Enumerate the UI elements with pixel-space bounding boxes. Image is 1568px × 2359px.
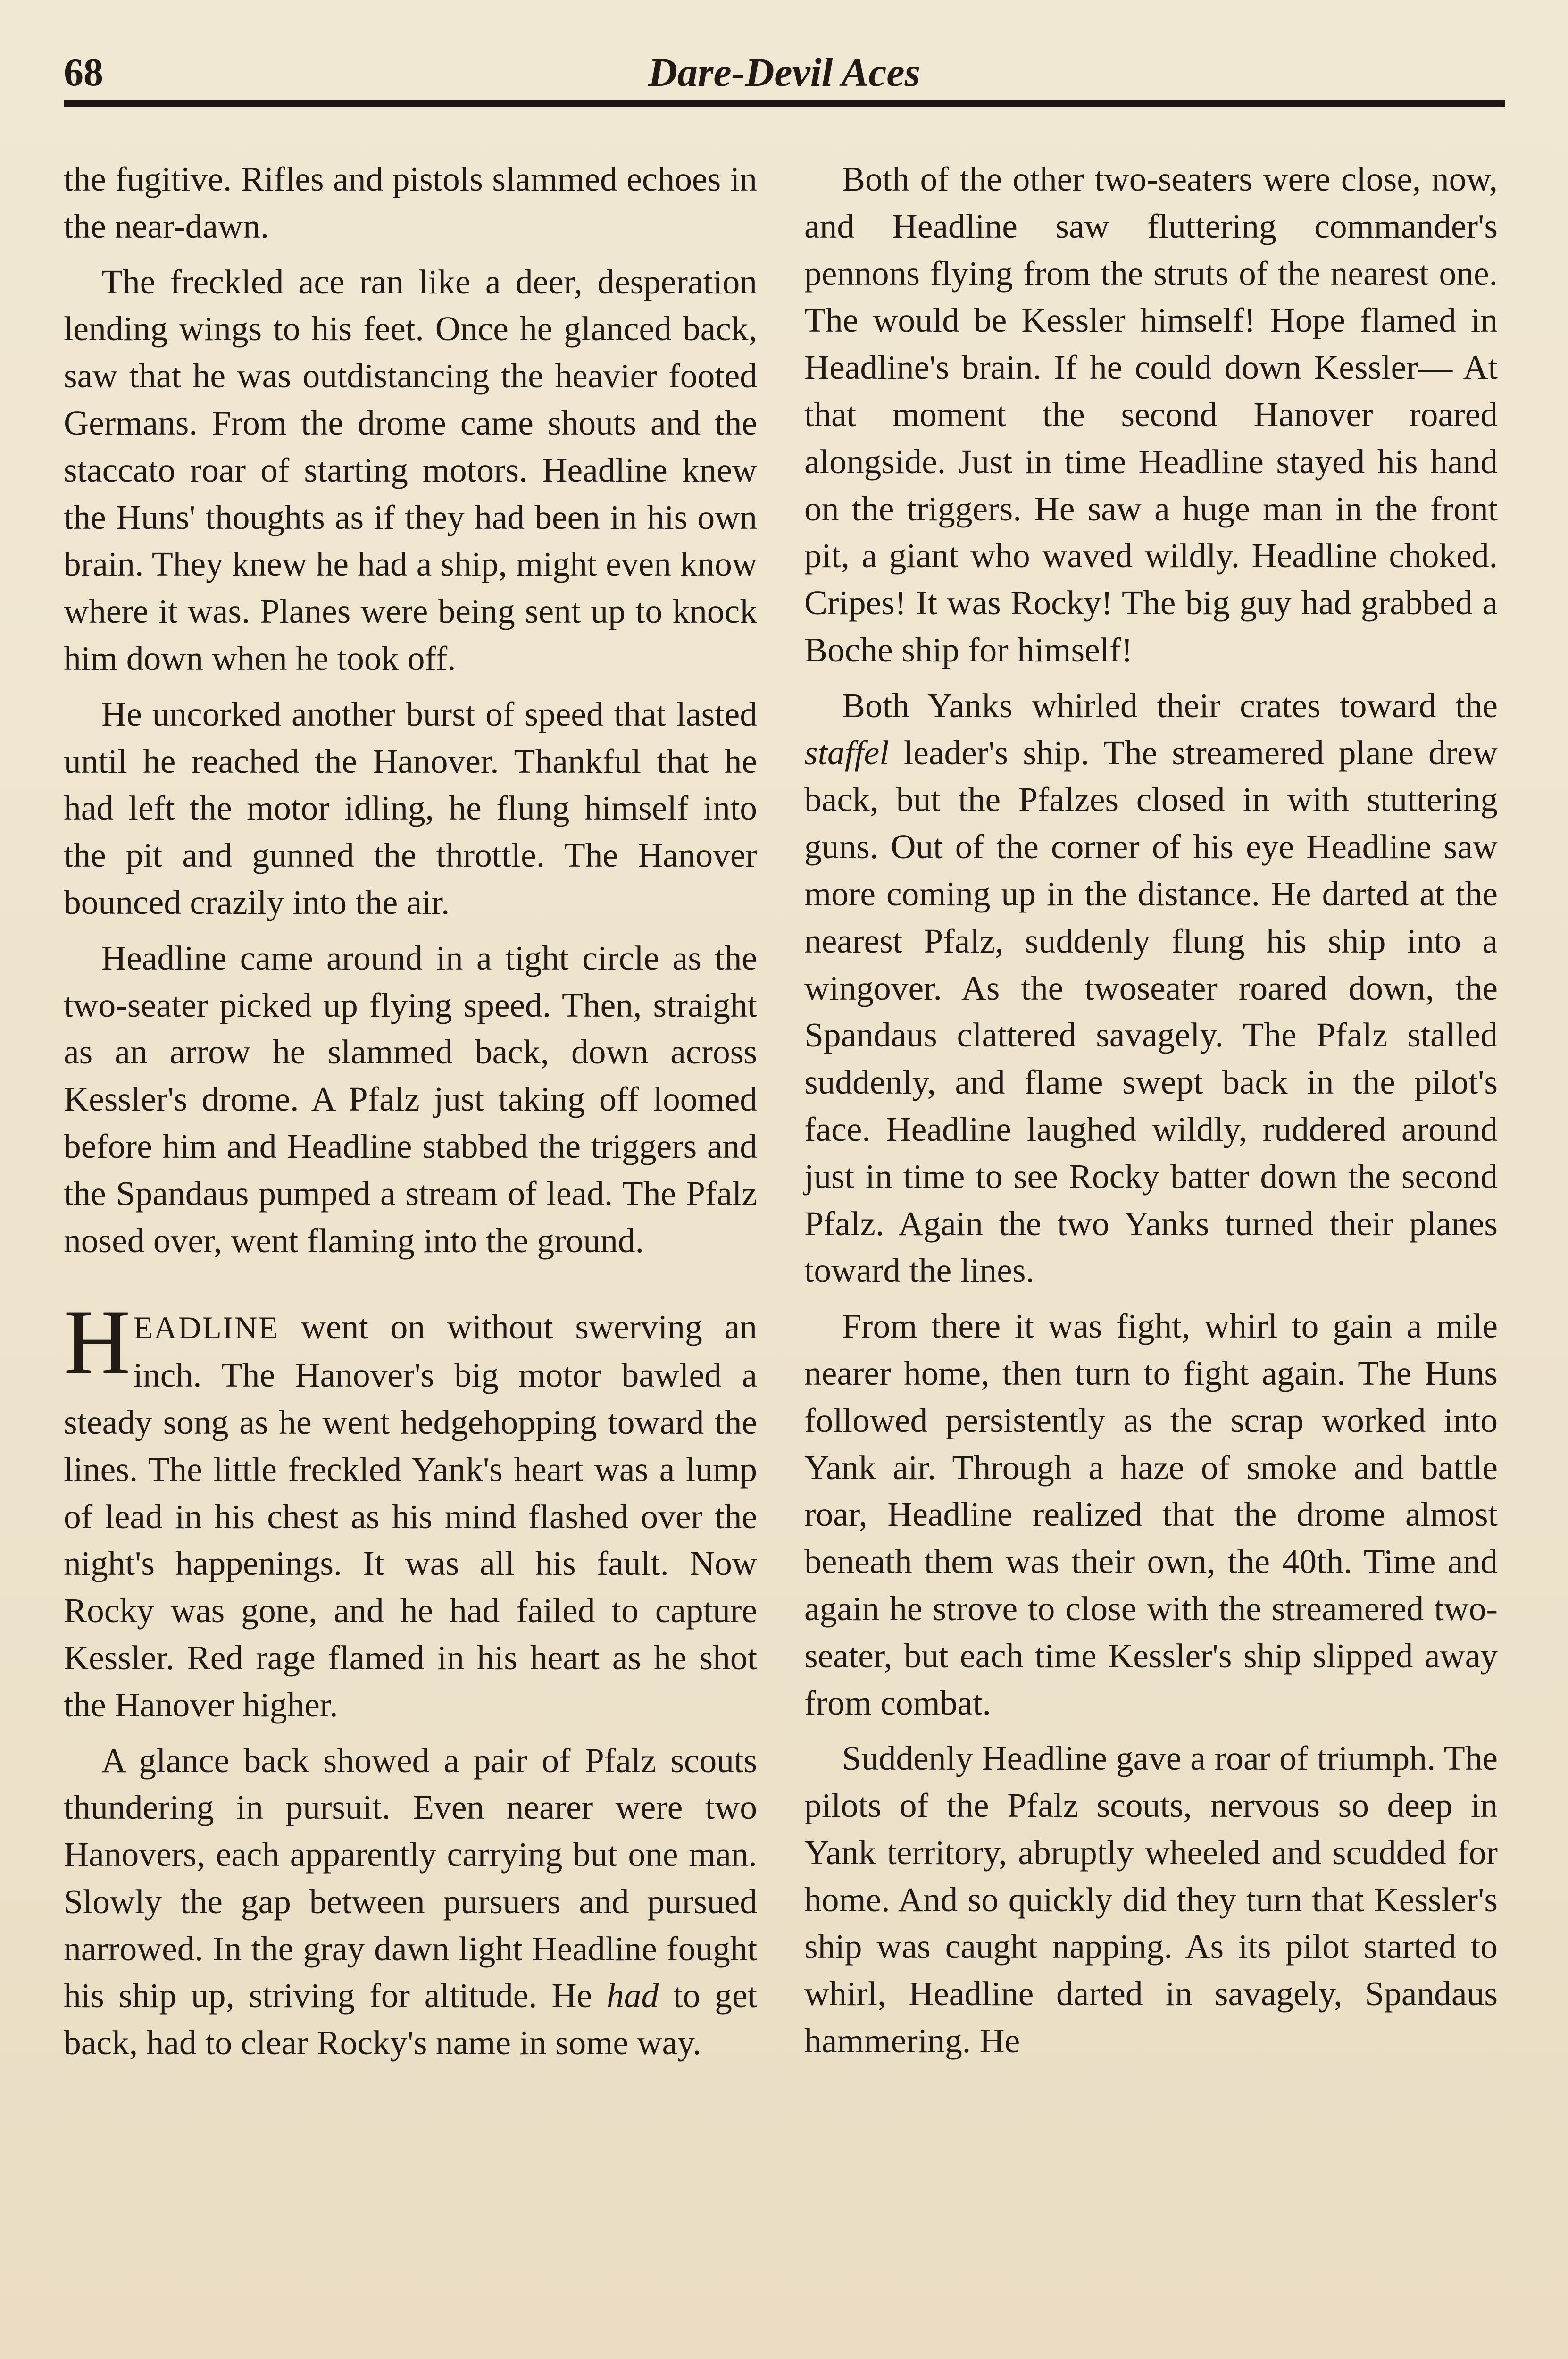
- drop-cap: H: [64, 1291, 131, 1394]
- paragraph: From there it was fight, whirl to gain a mile nearer home, then turn to fight again. The Huns followed persistently as the scrap worked into Yank air. Through a haze of smoke and battle roar, Headline realized that the drome almost beneath them was their own, the 40th. Time and again he strove to close with the streamered two-seater, but each time Kessler's ship slipped away from combat.: [804, 1307, 1498, 1722]
- paragraph: the fugitive. Rifles and pistols slammed echoes in the near-dawn.: [64, 160, 757, 245]
- paragraph: The freckled ace ran like a deer, desperation lending wings to his feet. Once he glanced back, saw that he was outdistancing the heavier footed Germans. From the drome came shouts and the staccato roar of starting motors. Headline knew the Huns' thoughts as if they had been in his own brain. They knew he had a ship, might even know where it was. Planes were being sent up to knock him down when he took off.: [64, 262, 757, 678]
- paragraph: He uncorked another burst of speed that lasted until he reached the Hanover. Thankful that he had left the motor idling, he flung himself into the pit and gunned the throttle. The Hanover bounced crazily into the air.: [64, 694, 757, 921]
- right-column: [804, 156, 1498, 2073]
- paragraph-text: leader's ship. The streamered plane drew back, but the Pfalzes closed in with stuttering guns. Out of the corner of his eye Headline saw more coming up in the distance. He darted at the nearest Pfalz, suddenly flung his ship into a wingover. As the twoseater roared down, the Spandaus clattered savagely. The Pfalz stalled suddenly, and flame swept back in the pilot's face. Headline laughed wildly, ruddered around just in time to see Rocky batter down the second Pfalz. Again the two Yanks turned their planes toward the lines.: [804, 733, 1498, 1290]
- italic-word: staffel: [804, 733, 889, 772]
- paragraph: Suddenly Headline gave a roar of triumph. The pilots of the Pfalz scouts, nervous so deep in Yank territory, abruptly wheeled and scudded for home. And so quickly did they turn that Kessler's ship was caught napping. As its pilot started to whirl, Headline darted in savagely, Spandaus hammering. He: [804, 1739, 1498, 2060]
- small-caps-lead: EADLINE: [133, 1310, 279, 1346]
- section-opening-paragraph: [64, 1291, 757, 1728]
- page-header: [64, 45, 1505, 101]
- paragraph: [64, 1737, 757, 2067]
- header-rule: [64, 100, 1505, 107]
- italic-word: had: [607, 1976, 659, 2015]
- left-column: [64, 156, 757, 2075]
- paragraph-text: Both Yanks whirled their crates toward the: [842, 686, 1498, 725]
- paragraph-text: to get back, had to clear Rocky's name in some way.: [64, 1976, 757, 2062]
- page-number: 68: [64, 50, 103, 94]
- running-title: Dare-Devil Aces: [648, 50, 921, 95]
- paragraph: Headline came around in a tight circle as the two-seater picked up flying speed. Then, straight as an arrow he slammed back, down across Kessler's drome. A Pfalz just taking off loomed before him and Headline stabbed the triggers and the Spandaus pumped a stream of lead. The Pfalz nosed over, went flaming into the ground.: [64, 938, 757, 1260]
- paragraph-text: went on without swerving an inch. The Hanover's big motor bawled a steady song as he went hedgehopping toward the lines. The little freckled Yank's heart was a lump of lead in his chest as his mind flashed over the night's happenings. It was all his fault. Now Rocky was gone, and he had failed to capture Kessler. Red rage flamed in his heart as he shot the Hanover higher.: [64, 1308, 757, 1724]
- paragraph-text: A glance back showed a pair of Pfalz scouts thundering in pursuit. Even nearer were two Hanovers, each apparently carrying but one man. Slowly the gap between pursuers and pursued narrowed. In the gray dawn light Headline fought his ship up, striving for altitude. He: [64, 1741, 757, 2015]
- paragraph: [804, 682, 1498, 1294]
- paragraph: Both of the other two-seaters were close, now, and Headline saw fluttering commander's pennons flying from the struts of the nearest one. The would be Kessler himself! Hope flamed in Headline's brain. If he could down Kessler— At that moment the second Hanover roared alongside. Just in time Headline stayed his hand on the triggers. He saw a huge man in the front pit, a giant who waved wildly. Headline choked. Cripes! It was Rocky! The big guy had grabbed a Boche ship for himself!: [804, 160, 1498, 669]
